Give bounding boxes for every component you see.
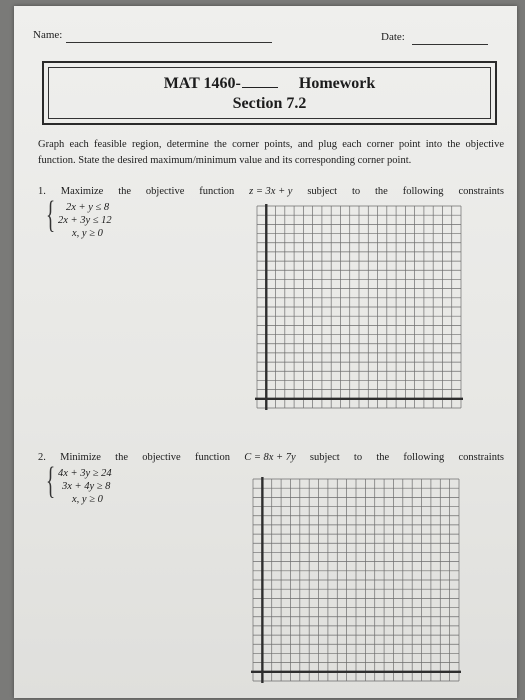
objective-function: z = 3x + y <box>249 186 293 197</box>
problem-word: the <box>118 186 132 197</box>
problem-word: the <box>115 452 128 463</box>
course-code: MAT 1460- <box>163 75 241 92</box>
homework-title: Homework <box>298 75 376 92</box>
constraint-brace-2: { <box>46 460 56 502</box>
problem-word: subject <box>309 452 340 463</box>
problem-word: function <box>199 186 235 197</box>
title-box-inner <box>48 67 491 119</box>
objective-function: C = 8x + 7y <box>244 452 296 463</box>
constraint: x, y ≥ 0 <box>72 494 103 505</box>
problem-1 <box>38 186 504 197</box>
problem-word: following <box>402 186 444 197</box>
problem-1-statement <box>38 186 504 197</box>
problem-word: Maximize <box>60 186 104 197</box>
problem-2-statement <box>38 452 504 463</box>
course-section-blank[interactable] <box>242 75 278 88</box>
name-label: Name: <box>33 29 63 41</box>
constraint-brace-1: { <box>46 194 56 236</box>
problem-word: objective <box>142 452 181 463</box>
grid-svg <box>255 204 463 410</box>
problem-1-number: 1. <box>38 186 46 197</box>
constraint: 3x + 4y ≥ 8 <box>62 481 111 492</box>
constraint: 2x + 3y ≤ 12 <box>58 215 112 226</box>
problem-1-constraints <box>58 201 112 240</box>
name-field[interactable] <box>66 42 272 43</box>
problem-word: the <box>375 186 388 197</box>
graph-grid-1[interactable] <box>255 204 463 410</box>
grid-svg <box>251 477 461 683</box>
problem-word: to <box>351 186 361 197</box>
problem-word: following <box>403 452 445 463</box>
problem-word: to <box>353 452 363 463</box>
problem-word: subject <box>307 186 338 197</box>
problem-word: constraints <box>458 452 504 463</box>
problem-word: objective <box>145 186 185 197</box>
title-line-1 <box>49 75 490 93</box>
constraint: x, y ≥ 0 <box>72 228 103 239</box>
problem-word: the <box>376 452 390 463</box>
problem-2-constraints <box>58 467 112 506</box>
problem-word: Minimize <box>60 452 101 463</box>
problem-2 <box>38 452 504 463</box>
title-box <box>42 61 497 125</box>
worksheet-page <box>14 6 517 698</box>
constraint: 2x + y ≤ 8 <box>66 202 110 213</box>
instructions: Graph each feasible region, determine the corner points, and plug each corner point into the objective function. State the desired maximum/minimum value and its corresponding corner point. <box>38 139 504 166</box>
date-field[interactable] <box>412 44 488 45</box>
problem-word: function <box>194 452 230 463</box>
problem-word: constraints <box>458 186 504 197</box>
problem-2-number: 2. <box>38 452 46 463</box>
constraint: 4x + 3y ≥ 24 <box>58 468 112 479</box>
graph-grid-2[interactable] <box>251 477 461 683</box>
date-label: Date: <box>381 31 405 43</box>
section-title: Section 7.2 <box>232 95 307 112</box>
